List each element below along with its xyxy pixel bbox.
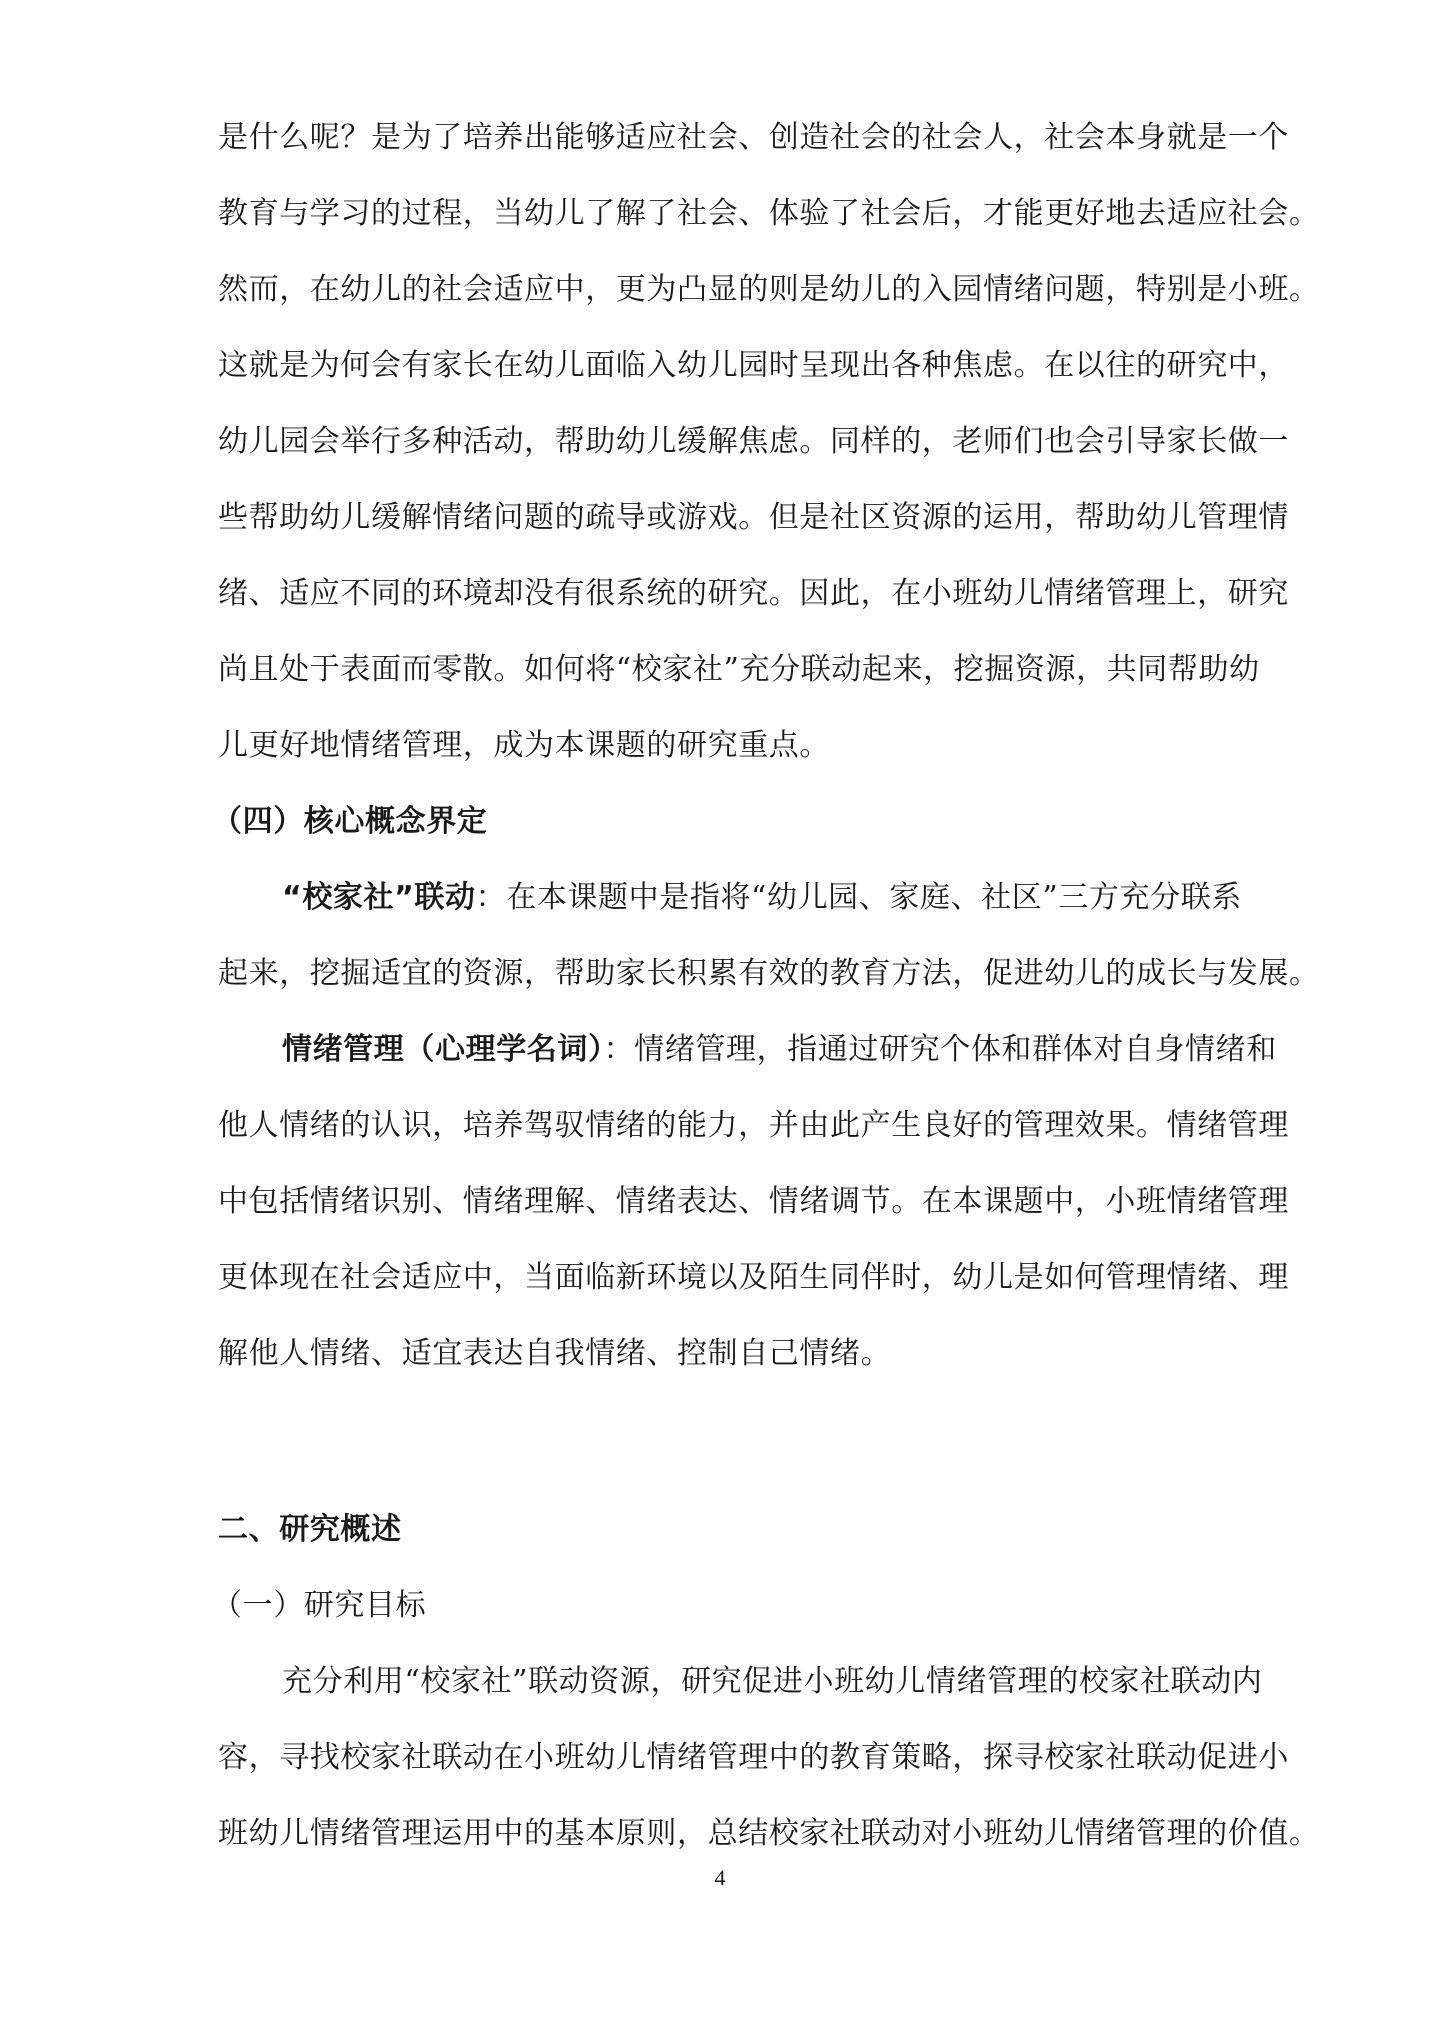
paragraph-line: 充分利用“校家社”联动资源，研究促进小班幼儿情绪管理的校家社联动内 xyxy=(282,1664,1263,1699)
definition-line xyxy=(218,878,1242,918)
paragraph-line: 容，寻找校家社联动在小班幼儿情绪管理中的教育策略，探寻校家社联动促进小 xyxy=(218,1740,1289,1775)
definition-line: 更体现在社会适应中，当面临新环境以及陌生同伴时，幼儿是如何管理情绪、理 xyxy=(218,1260,1289,1295)
paragraph-line: 绪、适应不同的环境却没有很系统的研究。因此，在小班幼儿情绪管理上，研究 xyxy=(218,576,1289,611)
chapter-heading: 二、研究概述 xyxy=(218,1512,402,1547)
definition-text: 情绪管理，指通过研究个体和群体对自身情绪和 xyxy=(634,1032,1277,1067)
definition-line: 解他人情绪、适宜表达自我情绪、控制自己情绪。 xyxy=(218,1336,892,1371)
section-heading: （四）核心概念界定 xyxy=(212,804,488,839)
definition-line: 中包括情绪识别、情绪理解、情绪表达、情绪调节。在本课题中，小班情绪管理 xyxy=(218,1184,1289,1219)
subsection-heading: （一）研究目标 xyxy=(212,1588,427,1623)
paragraph-line: 幼儿园会举行多种活动，帮助幼儿缓解焦虑。同样的，老师们也会引导家长做一 xyxy=(218,424,1289,459)
definition-line xyxy=(218,1030,1277,1070)
definition-separator: ： xyxy=(475,880,507,915)
definition-term: “校家社”联动 xyxy=(282,880,476,915)
definition-separator: ： xyxy=(603,1032,635,1067)
paragraph-line: 儿更好地情绪管理，成为本课题的研究重点。 xyxy=(218,728,830,763)
paragraph-line: 这就是为何会有家长在幼儿面临入幼儿园时呈现出各种焦虑。在以往的研究中， xyxy=(218,348,1289,383)
definition-line: 起来，挖掘适宜的资源，帮助家长积累有效的教育方法，促进幼儿的成长与发展。 xyxy=(218,956,1320,991)
paragraph-line: 尚且处于表面而零散。如何将“校家社”充分联动起来，挖掘资源，共同帮助幼 xyxy=(218,652,1260,687)
paragraph-line: 教育与学习的过程，当幼儿了解了社会、体验了社会后，才能更好地去适应社会。 xyxy=(218,196,1320,231)
paragraph-line: 些帮助幼儿缓解情绪问题的疏导或游戏。但是社区资源的运用，帮助幼儿管理情 xyxy=(218,500,1289,535)
definition-text: 在本课题中是指将“幼儿园、家庭、社区”三方充分联系 xyxy=(506,880,1242,915)
page-number: 4 xyxy=(714,1865,726,1890)
definition-term: 情绪管理（心理学名词） xyxy=(282,1032,604,1067)
paragraph-line: 班幼儿情绪管理运用中的基本原则，总结校家社联动对小班幼儿情绪管理的价值。 xyxy=(218,1816,1320,1851)
paragraph-line: 是什么呢？是为了培养出能够适应社会、创造社会的社会人，社会本身就是一个 xyxy=(218,120,1289,155)
definition-line: 他人情绪的认识，培养驾驭情绪的能力，并由此产生良好的管理效果。情绪管理 xyxy=(218,1108,1289,1143)
paragraph-line: 然而，在幼儿的社会适应中，更为凸显的则是幼儿的入园情绪问题，特别是小班。 xyxy=(218,272,1320,307)
